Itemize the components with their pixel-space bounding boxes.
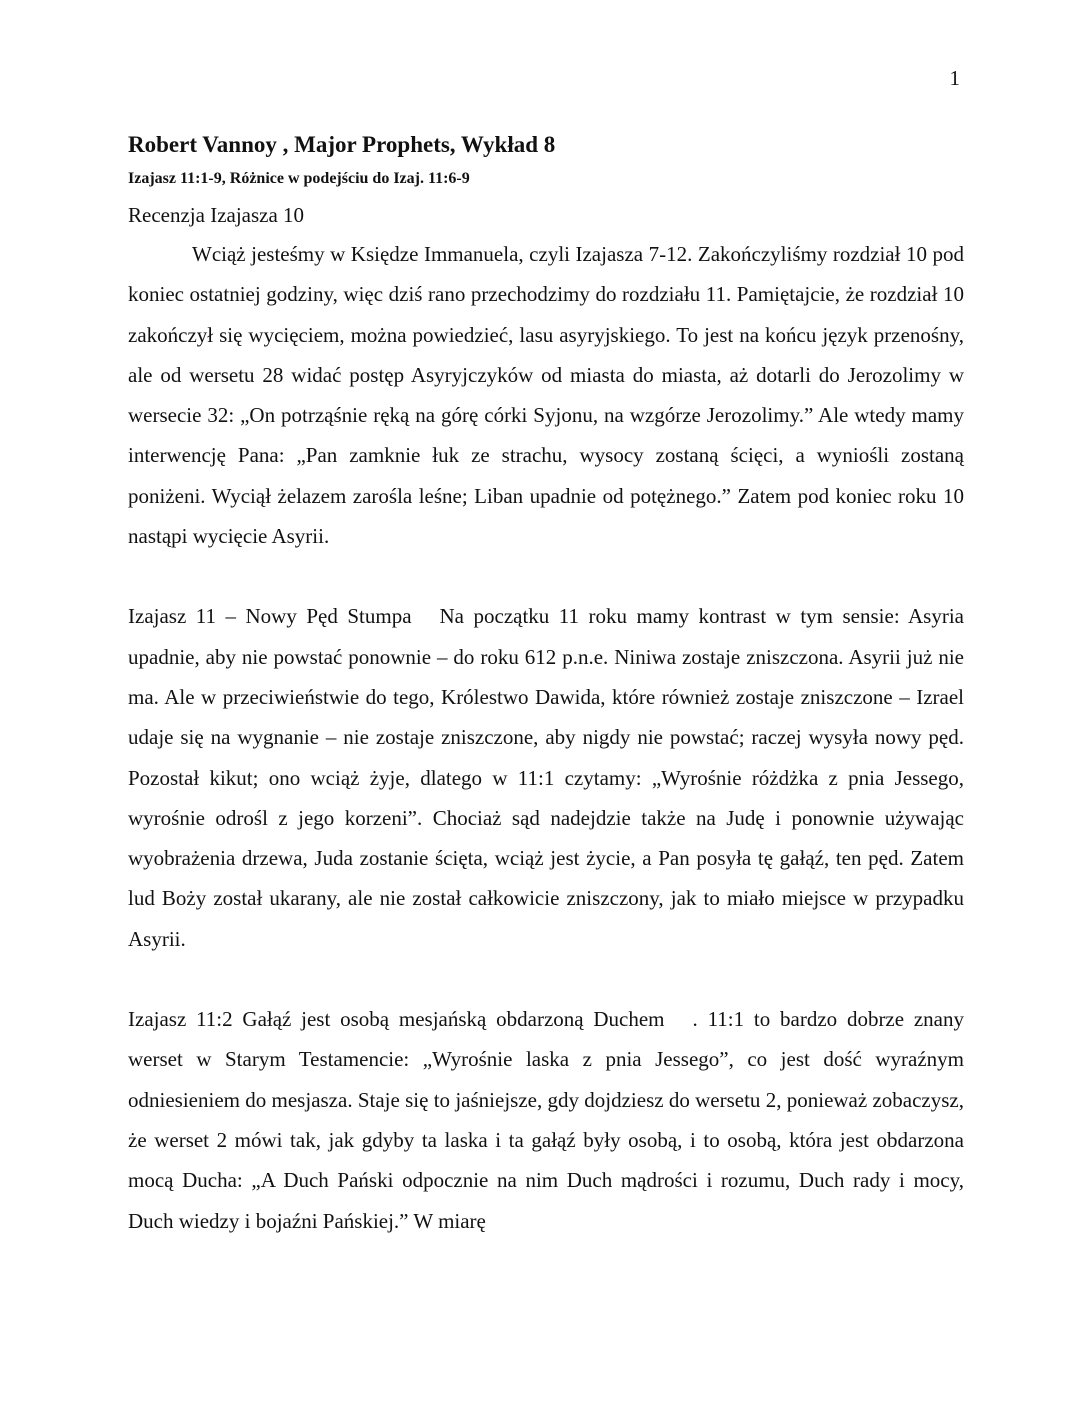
paragraph-2-heading: Izajasz 11 – Nowy Pęd Stumpa xyxy=(128,604,412,629)
paragraph-2-text: Na początku 11 roku mamy kontrast w tym sensie: Asyria upadnie, aby nie powstać ponownie – do roku 612 p.n.e. Niniwa zostaje zniszczona. Asyrii już nie ma. Ale w przeciwieństwie do tego, Królestwo Dawida, które również zostaje zniszczone – Izrael udaje się na wygnanie – nie zostaje zniszczone, aby nigdy nie powstać; raczej wysyła nowy pęd. Pozostał kikut; ono wciąż żyje, dlatego w 11:1 czytamy: „Wyrośnie różdżka z pnia Jessego, wyrośnie odrośl z jego korzeni”. Chociaż sąd nadejdzie także na Judę i ponownie używając wyobrażenia drzewa, Juda zostanie ścięta, wciąż jest życie, a Pan posyła tę gałąź, ten pęd. Zatem lud Boży został ukarany, ale nie został całkowicie zniszczony, jak to miało miejsce w przypadku Asyrii. xyxy=(128,604,964,951)
paragraph-3-heading: Izajasz 11:2 Gałąź jest osobą mesjańską obdarzoną Duchem xyxy=(128,1007,665,1032)
document-body xyxy=(128,128,964,1241)
paragraph-1-text: Wciąż jesteśmy w Księdze Immanuela, czyli Izajasza 7-12. Zakończyliśmy rozdział 10 pod koniec ostatniej godziny, więc dziś rano przechodzimy do rozdziału 11. Pamiętajcie, że rozdział 10 zakończył się wycięciem, można powiedzieć, lasu asyryjskiego. To jest na końcu język przenośny, ale od wersetu 28 widać postęp Asyryjczyków od miasta do miasta, aż dotarli do Jerozolimy w wersecie 32: „On potrząśnie ręką na górę córki Syjonu, na wzgórze Jerozolimy.” Ale wtedy mamy interwencję Pana: „Pan zamknie łuk ze strachu, wysocy zostaną ścięci, a wyniośli zostaną poniżeni. Wyciął żelazem zarośla leśne; Liban upadnie od potężnego.” Zatem pod koniec roku 10 nastąpi wycięcie Asyrii. xyxy=(128,242,964,549)
paragraph-spacer xyxy=(128,556,964,596)
paragraph-3 xyxy=(128,999,964,1241)
section-label: Recenzja Izajasza 10 xyxy=(128,203,305,227)
document-title: Robert Vannoy , Major Prophets, Wykład 8 xyxy=(128,132,556,157)
paragraph-1 xyxy=(128,234,964,556)
paragraph-2 xyxy=(128,596,964,959)
document-subtitle: Izajasz 11:1-9, Różnice w podejściu do Izaj. 11:6-9 xyxy=(128,170,470,187)
page-number: 1 xyxy=(949,66,960,90)
paragraph-spacer xyxy=(128,959,964,999)
paragraph-3-text: . 11:1 to bardzo dobrze znany werset w Starym Testamencie: „Wyrośnie laska z pnia Jessego”, co jest dość wyraźnym odniesieniem do mesjasza. Staje się to jaśniejsze, gdy dojdziesz do wersetu 2, ponieważ zobaczysz, że werset 2 mówi tak, jak gdyby ta laska i ta gałąź były osobą, i to osobą, która jest obdarzona mocą Ducha: „A Duch Pański odpocznie na nim Duch mądrości i rozumu, Duch rady i mocy, Duch wiedzy i bojaźni Pańskiej.” W miarę xyxy=(128,1007,965,1233)
